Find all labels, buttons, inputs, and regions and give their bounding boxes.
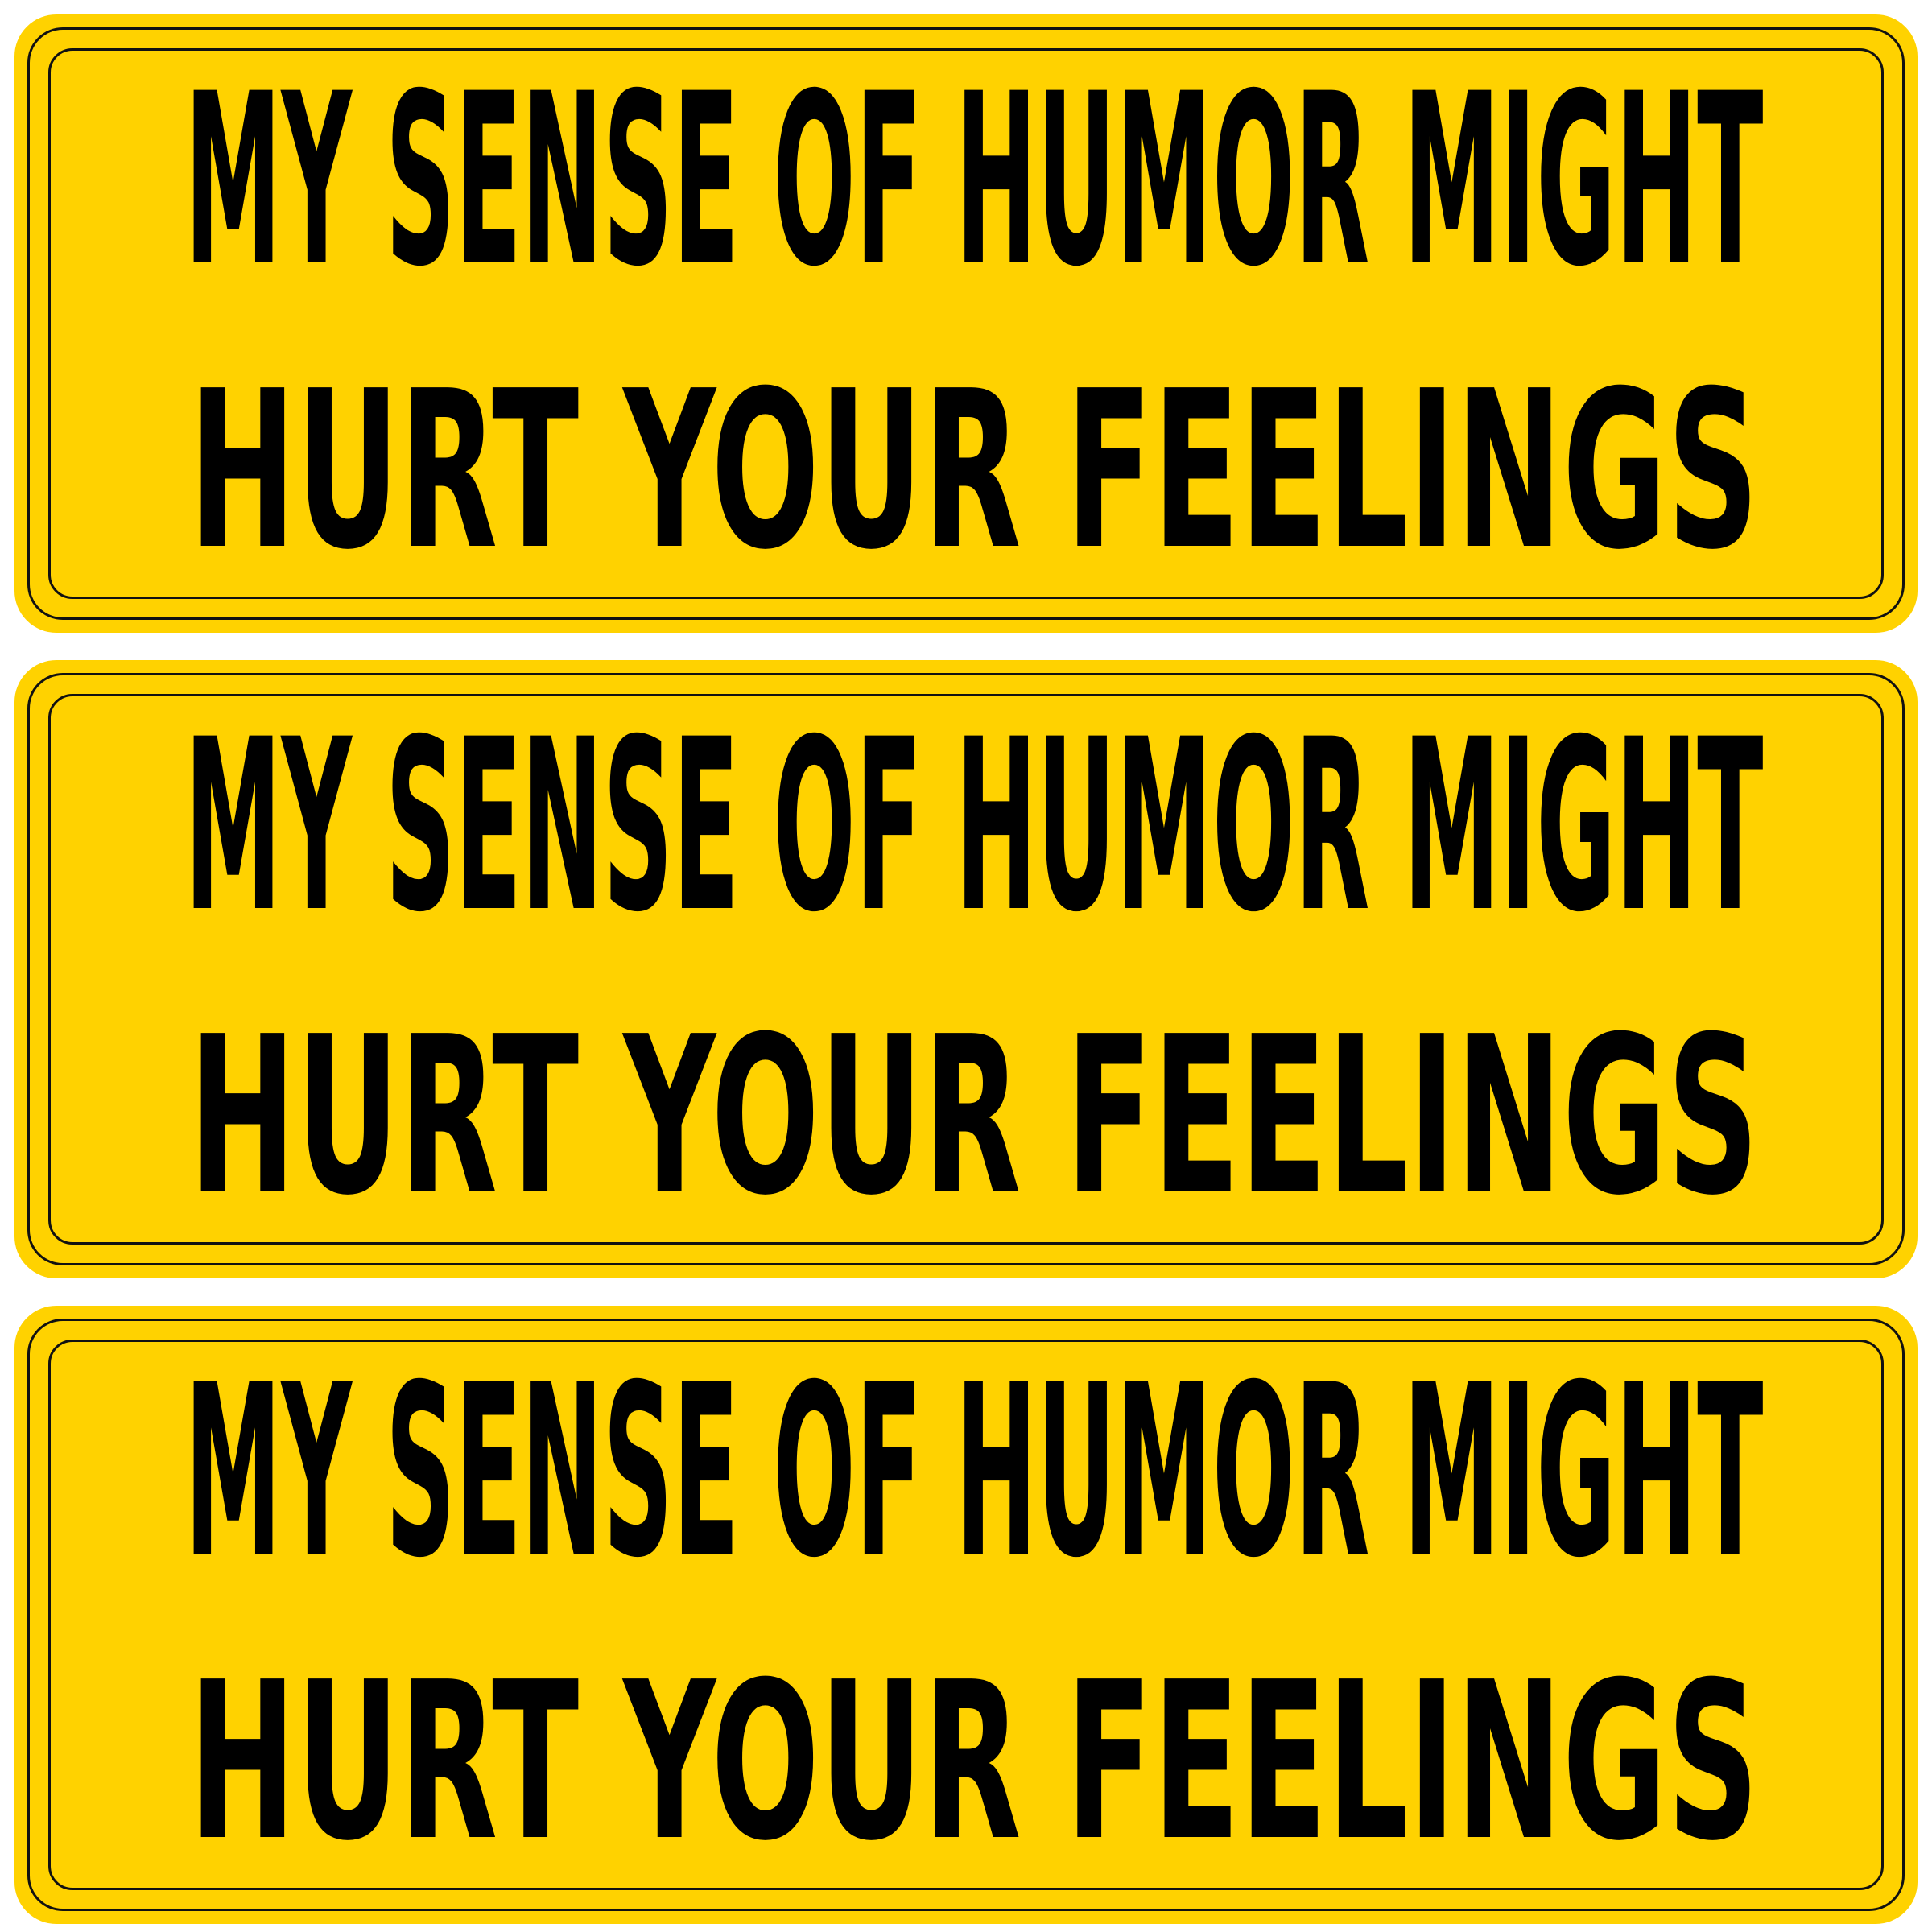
sticker-line-2: HURT YOUR FEELINGS [189,992,1759,1245]
sticker-line-2: HURT YOUR FEELINGS [189,346,1759,599]
sticker-line-1: MY SENSE OF HUMOR MIGHT [184,691,1764,966]
sticker-line-1: MY SENSE OF HUMOR MIGHT [184,45,1764,320]
sticker-line-1: MY SENSE OF HUMOR MIGHT [184,1336,1764,1612]
sticker [14,1306,1918,1924]
sticker-line-2: HURT YOUR FEELINGS [189,1637,1759,1890]
